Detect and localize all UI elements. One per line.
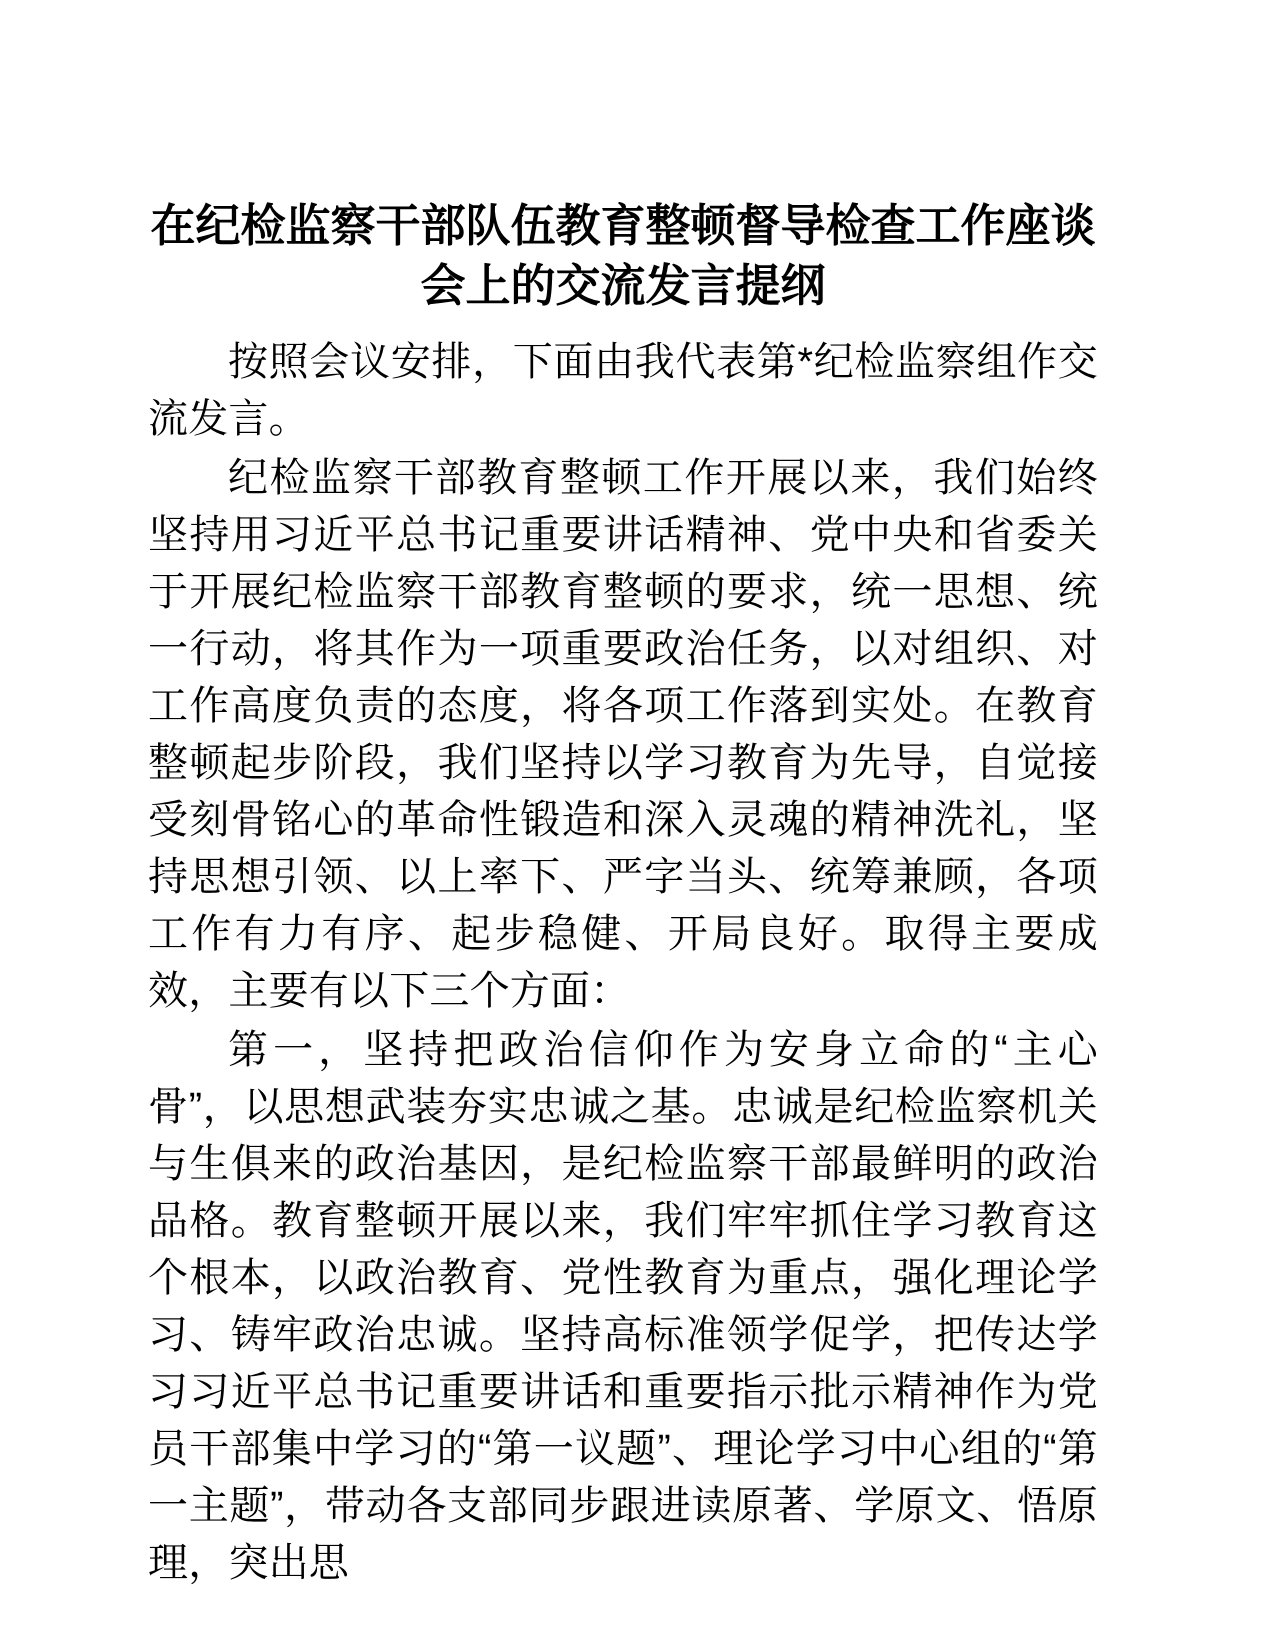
- document-title: 在纪检监察干部队伍教育整顿督导检查工作座谈会上的交流发言提纲: [150, 200, 1096, 311]
- paragraph-intro: 按照会议安排，下面由我代表第*纪检监察组作交流发言。: [148, 340, 1098, 441]
- paragraph-overview: 纪检监察干部教育整顿工作开展以来，我们始终坚持用习近平总书记重要讲话精神、党中央和省委关于开展纪检监察干部教育整顿的要求，统一思想、统一行动，将其作为一项重要政治任务，以对组织、对工作高度负责的态度，将各项工作落到实处。在教育整顿起步阶段，我们坚持以学习教育为先导，自觉接受刻骨铭心的革命性锻造和深入灵魂的精神洗礼，坚持思想引领、以上率下、严字当头、统筹兼顾，各项工作有力有序、起步稳健、开局良好。取得主要成效，主要有以下三个方面：: [148, 456, 1098, 1013]
- paragraph-section-first: 第一，坚持把政治信仰作为安身立命的“主心骨”，以思想武装夯实忠诚之基。忠诚是纪检监察机关与生俱来的政治基因，是纪检监察干部最鲜明的政治品格。教育整顿开展以来，我们牢牢抓住学习教育这个根本，以政治教育、党性教育为重点，强化理论学习、铸牢政治忠诚。坚持高标准领学促学，把传达学习习近平总书记重要讲话和重要指示批示精神作为党员干部集中学习的“第一议题”、理论学习中心组的“第一主题”，带动各支部同步跟进读原著、学原文、悟原理，突出思: [148, 1028, 1098, 1585]
- document-body: [148, 196, 1098, 1592]
